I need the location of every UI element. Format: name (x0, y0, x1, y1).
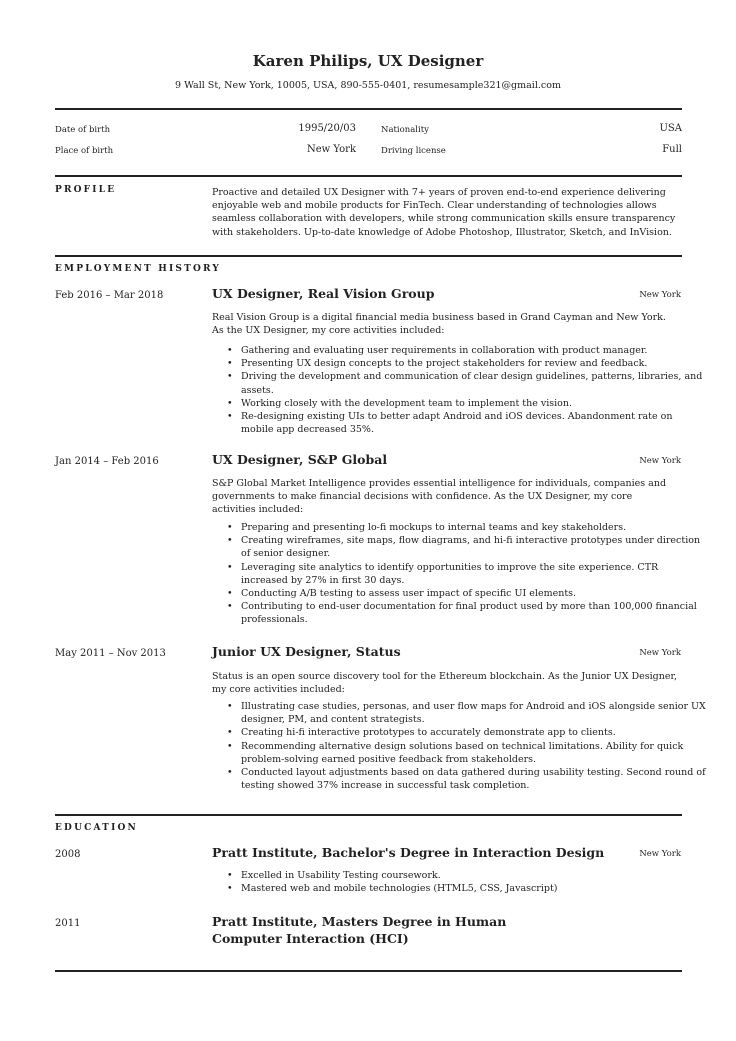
footer-divider (55, 970, 682, 972)
list-item: • Creating wireframes, site maps, flow diagrams, and hi-fi interactive prototypes under direction of senior designer. (241, 534, 707, 560)
job-bullets (212, 344, 707, 436)
education-location: New York (639, 849, 681, 859)
list-item: • Creating hi-fi interactive prototypes to accurately demonstrate app to clients. (241, 726, 707, 739)
dob-label: Date of birth (55, 125, 111, 135)
education-bullets (212, 869, 707, 895)
list-item: • Illustrating case studies, personas, and user flow maps for Android and iOS alongside senior UX designer, PM, and content strategists. (241, 700, 707, 726)
job-title: UX Designer, Real Vision Group (212, 286, 435, 301)
job-description: Status is an open source discovery tool for the Ethereum blockchain. As the Junior UX Designer, my core activities included: (212, 671, 677, 696)
job-description: S&P Global Market Intelligence provides essential intelligence for individuals, companies and governments to make financial decisions with confidence. As the UX Designer, my core activities included: (212, 478, 667, 516)
profile-text: Proactive and detailed UX Designer with 7+ years of proven end-to-end experience delivering enjoyable web and mobile products for FinTech. Clear understanding of technologies allows seamless collaboration with developers, while strong communication skills ensure transparency with stakeholders. Up-to-date knowledge of Adobe Photoshop, Illustrator, Sketch, and InVision. (212, 187, 676, 238)
pob-value: New York (307, 144, 356, 155)
pob-label: Place of birth (55, 146, 114, 156)
list-item: • Working closely with the development team to implement the vision. (241, 397, 707, 410)
list-item: • Preparing and presenting lo-fi mockups to internal teams and key stakeholders. (241, 521, 707, 534)
list-item: • Driving the development and communication of clear design guidelines, patterns, libraries, and assets. (241, 370, 707, 396)
education-title: Pratt Institute, Masters Degree in Human Computer Interaction (HCI) (212, 914, 507, 946)
list-item: • Recommending alternative design solutions based on technical limitations. Ability for quick problem-solving earned positive feedback from stakeholders. (241, 740, 707, 766)
list-item: • Contributing to end-user documentation for final product used by more than 100,000 financial professionals. (241, 600, 707, 626)
job-dates: Jan 2014 – Feb 2016 (55, 456, 159, 467)
header-divider (55, 108, 682, 110)
nationality-label: Nationality (381, 125, 429, 135)
contact-line: 9 Wall St, New York, 10005, USA, 890-555-0401, resumesample321@gmail.com (175, 80, 561, 91)
list-item: • Gathering and evaluating user requirements in collaboration with product manager. (241, 344, 707, 357)
job-title: Junior UX Designer, Status (212, 644, 401, 659)
education-year: 2008 (55, 849, 81, 860)
list-item: • Excelled in Usability Testing coursework. (241, 869, 707, 882)
job-dates: May 2011 – Nov 2013 (55, 648, 166, 659)
job-bullets (212, 521, 707, 627)
job-title: UX Designer, S&P Global (212, 452, 388, 467)
candidate-name: Karen Philips, UX Designer (252, 52, 484, 70)
education-heading: EDUCATION (55, 823, 138, 833)
list-item: • Presenting UX design concepts to the project stakeholders for review and feedback. (241, 357, 707, 370)
license-value: Full (662, 144, 682, 155)
job-location: New York (639, 456, 681, 466)
list-item: • Conducting A/B testing to assess user impact of specific UI elements. (241, 587, 707, 600)
list-item: • Conducted layout adjustments based on data gathered during usability testing. Second round of testing showed 37% increase in successful task completion. (241, 766, 707, 792)
list-item: • Mastered web and mobile technologies (HTML5, CSS, Javascript) (241, 882, 707, 895)
job-bullets (212, 700, 707, 792)
profile-heading: PROFILE (55, 185, 117, 195)
license-label: Driving license (381, 146, 446, 156)
employment-heading: EMPLOYMENT HISTORY (55, 264, 222, 274)
employment-divider (55, 814, 682, 816)
profile-divider (55, 255, 682, 257)
job-location: New York (639, 648, 681, 658)
education-year: 2011 (55, 918, 81, 929)
list-item: • Re-designing existing UIs to better adapt Android and iOS devices. Abandonment rate on mobile app decreased 35%. (241, 410, 707, 436)
nationality-value: USA (659, 123, 682, 134)
job-dates: Feb 2016 – Mar 2018 (55, 290, 164, 301)
job-description: Real Vision Group is a digital financial media business based in Grand Cayman and New York. As the UX Designer, my core activities included: (212, 312, 666, 337)
job-location: New York (639, 290, 681, 300)
dob-value: 1995/20/03 (298, 123, 356, 134)
list-item: • Leveraging site analytics to identify opportunities to improve the site experience. CTR increased by 27% in first 30 days. (241, 561, 707, 587)
details-divider (55, 175, 682, 177)
education-title: Pratt Institute, Bachelor's Degree in Interaction Design (212, 845, 605, 860)
